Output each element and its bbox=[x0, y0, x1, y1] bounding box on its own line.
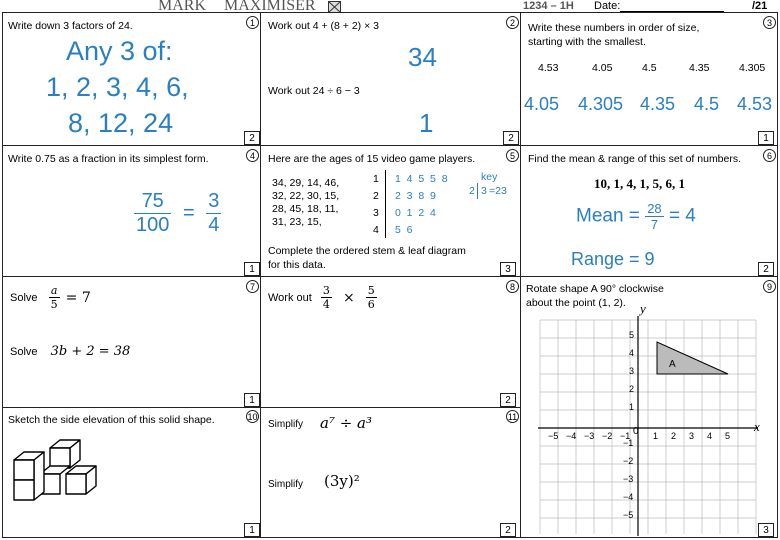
shape-a bbox=[657, 342, 728, 374]
q7-solve1 bbox=[10, 284, 91, 311]
svg-text:2: 2 bbox=[671, 431, 677, 441]
q8-numerator-2: 5 bbox=[367, 284, 375, 297]
q4-numerator-2: 3 bbox=[208, 190, 220, 212]
coordinate-grid bbox=[520, 276, 778, 538]
q8-denominator-2: 6 bbox=[367, 298, 375, 311]
q8-fraction-2 bbox=[366, 284, 377, 311]
q11-simplify2-label: Simplify bbox=[268, 479, 304, 490]
q8-denominator-1: 4 bbox=[322, 298, 330, 311]
q5-marks: 3 bbox=[500, 262, 516, 276]
q6-mean-result: = 4 bbox=[668, 205, 696, 227]
q5-stem-3: 4 bbox=[373, 224, 379, 236]
q4-equals: = bbox=[182, 202, 195, 224]
q5-key-leaf: 3 bbox=[481, 185, 487, 197]
q3-number: 3 bbox=[763, 16, 776, 29]
q6-range: Range = 9 bbox=[571, 249, 655, 269]
q2-answer-b: 1 bbox=[419, 108, 434, 138]
svg-text:1: 1 bbox=[629, 402, 635, 412]
q9-prompt-line2: about the point (1, 2). bbox=[526, 297, 626, 309]
q8-fraction-1 bbox=[321, 284, 332, 311]
q4-numerator-1: 75 bbox=[134, 190, 171, 214]
q4-number: 4 bbox=[246, 149, 259, 162]
q5-data-line-3: 31, 23, 15, bbox=[272, 216, 322, 228]
q2-number: 2 bbox=[506, 16, 519, 29]
q5-leaf-0: 1 4 5 5 8 bbox=[395, 173, 448, 185]
svg-text:5: 5 bbox=[629, 330, 635, 340]
q5-stem-2: 3 bbox=[373, 207, 379, 219]
q4-denominator-2: 4 bbox=[208, 214, 220, 236]
q3-prompt-line2: starting with the smallest. bbox=[528, 36, 646, 48]
svg-text:−1: −1 bbox=[620, 431, 631, 441]
q4-fraction-1 bbox=[134, 190, 171, 237]
q4-marks: 1 bbox=[244, 262, 260, 276]
stem-leaf-divider bbox=[385, 170, 386, 238]
svg-text:3: 3 bbox=[629, 366, 635, 376]
q3-given-4: 4.305 bbox=[739, 62, 766, 74]
q3-ordered-1: 4.305 bbox=[578, 94, 624, 114]
total-marks: /21 bbox=[752, 0, 768, 12]
q10-prompt: Sketch the side elevation of this solid shape. bbox=[8, 414, 215, 426]
svg-text:−3: −3 bbox=[584, 431, 595, 441]
shape-a-label: A bbox=[669, 359, 676, 370]
q10-number: 10 bbox=[247, 412, 258, 422]
svg-text:−3: −3 bbox=[623, 474, 634, 484]
q1-answer-line3: 8, 12, 24 bbox=[68, 108, 174, 138]
svg-text:−4: −4 bbox=[566, 431, 577, 441]
q3-given-3: 4.35 bbox=[689, 62, 710, 74]
q3-given-0: 4.53 bbox=[538, 62, 559, 74]
cube-solid-drawing bbox=[6, 436, 126, 516]
q7-solve1-label: Solve bbox=[10, 291, 38, 304]
q7-solve2 bbox=[10, 344, 130, 359]
q5-instruction-line2: for this data. bbox=[268, 259, 326, 271]
q7-solve2-label: Solve bbox=[10, 346, 38, 358]
q2-marks: 2 bbox=[503, 131, 519, 145]
q8-expression bbox=[268, 284, 377, 311]
q11-simplify1-label: Simplify bbox=[268, 419, 304, 430]
q5-stem-1: 2 bbox=[373, 190, 379, 202]
q5-number: 5 bbox=[506, 149, 519, 162]
q3-prompt-line1: Write these numbers in order of size, bbox=[528, 22, 700, 34]
q4-prompt: Write 0.75 as a fraction in its simplest form. bbox=[8, 153, 209, 165]
svg-text:−2: −2 bbox=[623, 456, 634, 466]
q7-marks: 1 bbox=[244, 393, 260, 407]
q9-number: 9 bbox=[763, 280, 776, 293]
q2-prompt-b: Work out 24 ÷ 6 − 3 bbox=[268, 85, 360, 97]
q5-data-line-2: 28, 45, 18, 11, bbox=[272, 203, 339, 215]
q6-mean-denominator: 7 bbox=[650, 217, 659, 232]
q5-leaf-2: 0 1 2 4 bbox=[395, 207, 436, 219]
q1-number: 1 bbox=[246, 16, 259, 29]
q1-marks: 2 bbox=[244, 131, 260, 145]
q6-number: 6 bbox=[763, 149, 776, 162]
q2-prompt-a: Work out 4 + (8 + 2) × 3 bbox=[268, 20, 379, 32]
q5-stem-0: 1 bbox=[373, 173, 379, 185]
q11-expression-1: a⁷ ÷ a³ bbox=[320, 414, 373, 432]
q3-given-1: 4.05 bbox=[592, 62, 613, 74]
q6-marks: 2 bbox=[758, 262, 774, 276]
q5-key-bar bbox=[477, 183, 478, 199]
q5-leaf-1: 2 3 8 9 bbox=[395, 190, 436, 202]
q3-ordered-3: 4.5 bbox=[694, 94, 720, 114]
q7-number: 7 bbox=[246, 280, 259, 293]
q8-label: Work out bbox=[268, 291, 312, 304]
q4-denominator-1: 100 bbox=[136, 214, 170, 236]
grid-lines bbox=[540, 320, 756, 534]
svg-text:5: 5 bbox=[725, 431, 731, 441]
header-title: MARK bbox=[158, 0, 207, 14]
origin-label: 0 bbox=[633, 426, 639, 437]
q7-solve1-rhs: = 7 bbox=[65, 289, 91, 306]
q9-prompt-line1: Rotate shape A 90° clockwise bbox=[526, 283, 664, 295]
q1-answer-line1: Any 3 of: bbox=[66, 36, 173, 66]
q4-fraction-2 bbox=[206, 190, 221, 237]
svg-text:4: 4 bbox=[629, 348, 635, 358]
q5-data-line-0: 34, 29, 14, 46, bbox=[272, 177, 340, 189]
q1-answer-line2: 1, 2, 3, 4, 6, bbox=[46, 72, 189, 102]
q7-solve2-equation: 3b + 2 = 38 bbox=[50, 344, 131, 359]
q11-number: 11 bbox=[507, 412, 518, 422]
svg-text:−5: −5 bbox=[623, 510, 634, 520]
header-code: 1234 – 1H bbox=[523, 0, 574, 12]
q9-marks: 3 bbox=[758, 523, 774, 537]
axis-ticks bbox=[548, 330, 730, 520]
svg-text:2: 2 bbox=[629, 384, 635, 394]
q3-marks: 1 bbox=[758, 131, 774, 145]
q7-solve1-numerator: a bbox=[49, 284, 60, 298]
q6-numbers: 10, 1, 4, 1, 5, 6, 1 bbox=[594, 176, 685, 191]
svg-text:−4: −4 bbox=[623, 492, 634, 502]
svg-text:−5: −5 bbox=[548, 431, 559, 441]
q5-key-label: key bbox=[481, 171, 498, 183]
q7-solve1-denominator: 5 bbox=[50, 298, 58, 311]
q7-solve1-fraction bbox=[49, 284, 60, 311]
q4-answer bbox=[134, 190, 221, 237]
q11-marks: 2 bbox=[500, 523, 516, 537]
q5-key-stem: 2 bbox=[469, 185, 475, 197]
q6-mean-label: Mean = bbox=[576, 205, 640, 227]
q8-operator: × bbox=[342, 289, 355, 306]
q3-ordered-0: 4.05 bbox=[524, 94, 560, 114]
q10-marks: 1 bbox=[244, 523, 260, 537]
q6-prompt: Find the mean & range of this set of numbers. bbox=[528, 153, 742, 165]
svg-text:−2: −2 bbox=[602, 431, 613, 441]
q5-prompt: Here are the ages of 15 video game players. bbox=[268, 153, 476, 165]
q8-number: 8 bbox=[506, 280, 519, 293]
q3-ordered-4: 4.53 bbox=[737, 94, 773, 114]
q5-instruction-line1: Complete the ordered stem & leaf diagram bbox=[268, 245, 466, 257]
q8-numerator-1: 3 bbox=[322, 284, 330, 297]
q8-marks: 2 bbox=[500, 393, 516, 407]
q6-mean-numerator: 28 bbox=[647, 201, 662, 216]
q6-mean-fraction bbox=[645, 201, 663, 232]
date-label: Date: bbox=[594, 0, 621, 12]
svg-text:3: 3 bbox=[689, 431, 695, 441]
q5-leaf-3: 5 6 bbox=[395, 224, 413, 236]
q1-prompt: Write down 3 factors of 24. bbox=[8, 20, 133, 32]
q2-answer-a: 34 bbox=[408, 42, 437, 72]
q6-mean bbox=[576, 201, 696, 232]
q11-expression-2: (3y)² bbox=[324, 472, 360, 490]
svg-text:4: 4 bbox=[707, 431, 713, 441]
svg-text:1: 1 bbox=[653, 431, 659, 441]
q3-ordered-2: 4.35 bbox=[640, 94, 676, 114]
q5-data-line-1: 32, 22, 30, 15, bbox=[272, 190, 340, 202]
x-axis-label: x bbox=[754, 419, 760, 434]
y-axis-label: y bbox=[640, 301, 646, 316]
header-subtitle: MAXIMISER bbox=[224, 0, 316, 14]
q3-given-2: 4.5 bbox=[642, 62, 657, 74]
q5-key-value: =23 bbox=[489, 185, 507, 197]
svg-text:−1: −1 bbox=[623, 438, 634, 448]
